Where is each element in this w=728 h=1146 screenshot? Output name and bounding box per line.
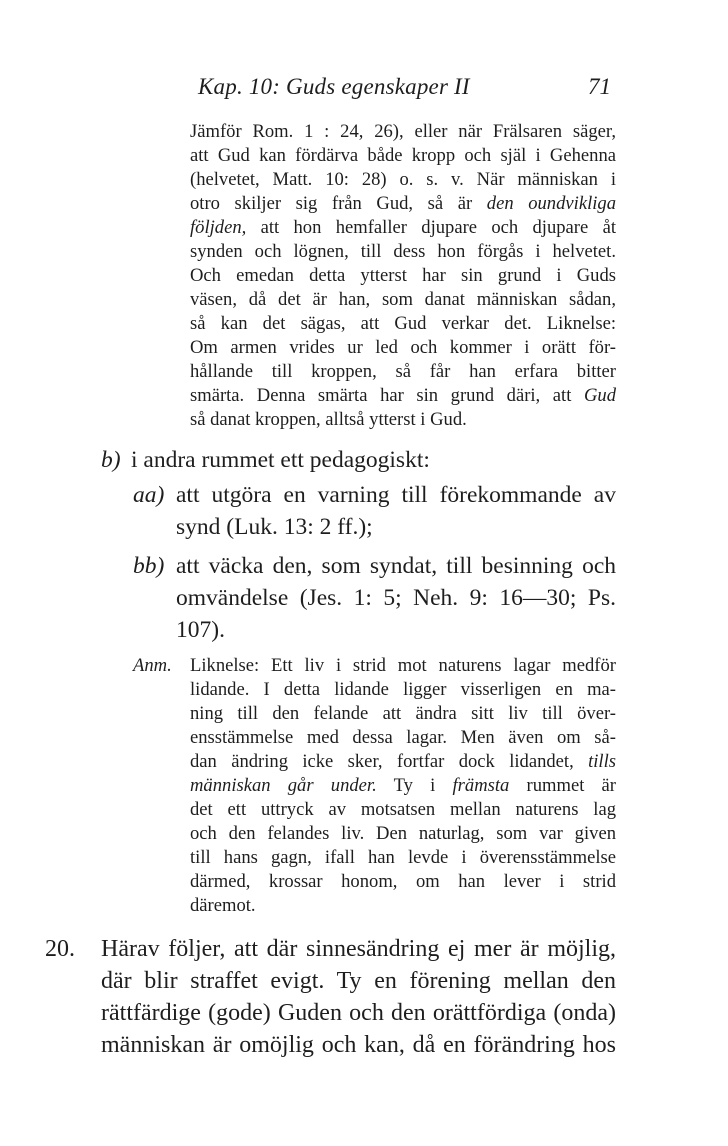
text-line: att utgöra en varning till förekommande av <box>176 482 616 508</box>
text-line: synden och lögnen, till dess hon förgås i helvetet. <box>190 241 616 262</box>
text-line: däremot. <box>190 895 256 916</box>
text-line: väsen, då det är han, som danat människan sådan, <box>190 289 616 310</box>
section-number: 20. <box>45 936 75 962</box>
text-line: Härav följer, att där sinnesändring ej mer är möjlig, <box>101 936 616 962</box>
text-line: Jämför Rom. 1 : 24, 26), eller när Frälsaren säger, <box>190 121 616 142</box>
text-line: smärta. Denna smärta har sin grund däri, att Gud <box>190 385 616 406</box>
text-line: Och emedan detta ytterst har sin grund i Guds <box>190 265 616 286</box>
text-line: synd (Luk. 13: 2 ff.); <box>176 514 373 540</box>
item-label: b) <box>101 447 121 473</box>
text-line: Liknelse: Ett liv i strid mot naturens lagar medför <box>190 655 616 676</box>
note-label: Anm. <box>133 655 172 676</box>
text-line: och den felandes liv. Den naturlag, som var given <box>190 823 616 844</box>
text-line: dan ändring icke sker, fortfar dock lidandet, tills <box>190 751 616 772</box>
text-line: ensstämmelse med dessa lagar. Men även om så- <box>190 727 616 748</box>
item-label: aa) <box>133 482 165 508</box>
text-line: följden, att hon hemfaller djupare och djupare åt <box>190 217 616 238</box>
text-line: det ett uttryck av motsatsen mellan naturens lag <box>190 799 616 820</box>
text-line: omvändelse (Jes. 1: 5; Neh. 9: 16—30; Ps. <box>176 585 616 611</box>
page-number: 71 <box>588 74 611 99</box>
text-line: att väcka den, som syndat, till besinning och <box>176 553 616 579</box>
running-header: Kap. 10: Guds egenskaper II <box>198 74 470 99</box>
text-line: otro skiljer sig från Gud, så är den oundvikliga <box>190 193 617 214</box>
text-line: där blir straffet evigt. Ty en förening mellan den <box>101 968 616 994</box>
text-line: så kan det sägas, att Gud verkar det. Liknelse: <box>190 313 616 334</box>
emphasis: följden, <box>190 217 247 238</box>
emphasis: Gud <box>583 385 616 406</box>
text-line: till hans gagn, ifall han levde i överensstämmelse <box>190 847 616 868</box>
text-line: Om armen vrides ur led och kommer i orätt för- <box>190 337 616 358</box>
emphasis: den oundvikliga <box>486 193 617 214</box>
text-line: hållande till kroppen, så får han erfara bitter <box>190 361 616 382</box>
text-line: därmed, krossar honom, om han lever i strid <box>190 871 616 892</box>
text-line: i andra rummet ett pedagogiskt: <box>131 447 430 473</box>
emphasis: främsta <box>452 775 510 796</box>
text-line: ning till den felande att ändra sitt liv till över- <box>190 703 616 724</box>
text-line: så danat kroppen, alltså ytterst i Gud. <box>190 409 467 430</box>
text-line: rättfärdige (gode) Guden och den orättfördiga (onda) <box>101 1000 616 1026</box>
text-line: människan går under. Ty i främsta rummet är <box>190 775 616 796</box>
emphasis: människan går under. <box>190 775 377 796</box>
text-line: lidande. I detta lidande ligger visserligen en ma- <box>190 679 616 700</box>
text-line: människan är omöjlig och kan, då en förändring hos <box>101 1032 616 1058</box>
emphasis: tills <box>588 751 616 772</box>
text-line: att Gud kan fördärva både kropp och själ i Gehenna <box>190 145 616 166</box>
text-line: 107). <box>176 617 225 643</box>
text-line: (helvetet, Matt. 10: 28) o. s. v. När människan i <box>190 169 616 190</box>
item-label: bb) <box>133 553 165 579</box>
